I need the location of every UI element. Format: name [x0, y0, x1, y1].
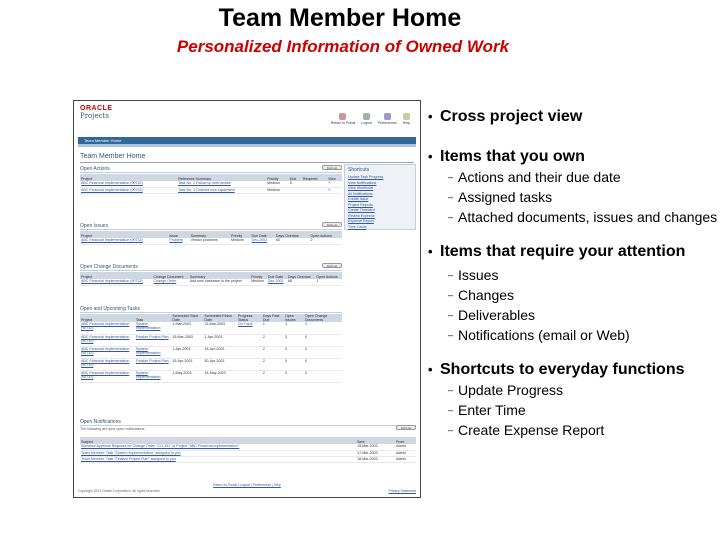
table-row: ABC Financial Implementation (90732) Finalize Project Plan 15-Mar-2003 1-Apr-2003 2 3 0	[80, 334, 342, 346]
section-title: Open Issues	[80, 223, 342, 230]
project-link[interactable]: ABC Financial Implementation (90732)	[80, 346, 135, 358]
bullet-item: • Cross project view	[428, 108, 583, 125]
global-buttons	[331, 113, 410, 125]
notification-link[interactable]: Workflow Approval Required for Change Order "CO-101" in Project "ABC Financial Implementation"	[80, 444, 356, 450]
project-link[interactable]: ABC Financial Implementation (90732)	[80, 279, 153, 285]
project-link[interactable]: ABC Financial Implementation (90732)	[80, 358, 135, 370]
table-row: Team Member: Task "Finalize Project Plan" assigned to you 18-Mar-2003 Admin	[80, 456, 416, 462]
sub-bullet-item: – Update Progress	[448, 382, 564, 398]
task-link[interactable]: System Implementation	[135, 346, 171, 358]
shortcut-link[interactable]: Project Reports	[348, 202, 373, 207]
action-link[interactable]: Task No. 2 Follow up with vendor	[177, 181, 266, 187]
bullet-list	[428, 106, 720, 440]
table-row: ABC Financial Implementation (90732) Task No. 2 Ordered new equipment Medium ✎	[80, 187, 342, 193]
notification-link[interactable]: Team Member: Task "Finalize Project Plan" assigned to you	[80, 456, 356, 462]
sub-bullet-item: – Issues	[448, 267, 499, 283]
open-tasks-section	[80, 306, 342, 383]
divider	[80, 162, 414, 163]
sub-bullet-item: – Attached documents, issues and changes	[448, 209, 718, 225]
table-row: ABC Financial Implementation (90732) Problem Vendor problems Medium Dec-2002 60 2	[80, 238, 342, 244]
task-link[interactable]: System Implementation	[135, 370, 171, 382]
open-issues-section	[80, 223, 342, 245]
shortcut-link[interactable]: View Workflows	[348, 186, 374, 190]
section-title: Open and Upcoming Tasks	[80, 306, 342, 313]
task-link[interactable]: Finalize Project Plan	[135, 358, 171, 370]
bullet-item: • Shortcuts to everyday functions	[428, 361, 685, 378]
shortcut-link[interactable]: All Notifications	[348, 191, 373, 196]
project-link[interactable]: ABC Financial Implementation (90732)	[80, 238, 168, 244]
page-title: Team Member Home	[80, 153, 146, 160]
shortcut-link[interactable]: Update Task Progress	[348, 175, 384, 179]
sub-navigation-bar	[78, 144, 416, 147]
section-title: Open Actions	[80, 166, 342, 173]
sub-bullet-item: – Enter Time	[448, 402, 526, 418]
table-row: Workflow Approval Required for Change Order "CO-101" in Project "ABC Financial Implementation" 15-Mar-2003 Admin	[80, 444, 416, 450]
project-link[interactable]: ABC Financial Implementation (90732)	[80, 334, 135, 346]
project-link[interactable]: ABC Financial Implementation (90732)	[80, 370, 135, 382]
table-row: ABC Financial Implementation (90732) System Implementation 1-Mar-2003 15-Mar-2003 On Track 1 1 1	[80, 322, 342, 334]
change-documents-table: Project Change Document Summary Priority Due Date Days Overdue Open Actions ABC Financial Implementation (90732) Change Order Add new hardware to the project Medium Dec-2002 68 1	[80, 272, 342, 286]
full-list-button[interactable]: Full List	[396, 425, 416, 430]
footer-links[interactable]: Return to Portal | Logout | Preferences | Help	[213, 483, 281, 487]
table-row: Team Member: Task "System Implementation" assigned to you 17-Mar-2003 Admin	[80, 450, 416, 456]
tasks-table: Project Task Scheduled Start Date Scheduled Finish Date Progress Status Days Past Due Open Issues Open Change Documents ABC Financial Implementation (90732) System Implementation 1-Mar-2003 15-Mar-2003 On Track 1 1 1 ABC Financial Implementation (90732) Finalize Project Plan 15-Mar-2003 1-Apr-2003 2 3 0 ABC Financial Implementation (90732) System Implementation 1-Apr-2003 15-Apr-2003 2 0 0 ABC Financial Implementation (90732) Finalize Project Plan 15-Apr-2003 30-Apr-2003 2 0 0 ABC Financial Implementation (90732) System Implementation 1-May-2003 15-May-2003 2 0 0	[80, 314, 342, 383]
slide-subtitle: Personalized Information of Owned Work	[176, 37, 510, 56]
full-list-button[interactable]: Full List	[322, 165, 342, 170]
project-link[interactable]: ABC Financial Implementation (90732)	[80, 181, 177, 187]
shortcuts-title: Shortcuts	[348, 167, 370, 173]
sub-bullet-item: – Assigned tasks	[448, 189, 553, 205]
help-icon	[403, 113, 410, 120]
tab-team-member-home[interactable]: Team Member Home	[78, 137, 416, 144]
sub-bullet-item: – Notifications (email or Web)	[448, 327, 630, 343]
open-notifications-section	[80, 419, 416, 463]
shortcuts-panel	[344, 164, 416, 230]
shortcut-link[interactable]: Expense Report	[348, 219, 374, 223]
sub-bullet-item: – Deliverables	[448, 307, 536, 323]
footer	[78, 483, 416, 493]
table-row: ABC Financial Implementation (90732) Finalize Project Plan 15-Apr-2003 30-Apr-2003 2 0 0	[80, 358, 342, 370]
full-list-button[interactable]: Full List	[322, 263, 342, 268]
sub-bullet-item: – Create Expense Report	[448, 422, 605, 438]
issues-table: Project Issue Summary Priority Due Date Days Overdue Open Actions ABC Financial Implementation (90732) Problem Vendor problems Medium Dec-2002 60 2	[80, 231, 342, 245]
oracle-projects-logo: ORACLE Projects	[80, 105, 113, 120]
shortcut-link[interactable]: Create Timecard	[348, 208, 375, 212]
preferences-button[interactable]: Preferences	[378, 113, 397, 125]
sub-bullet-item: – Changes	[448, 287, 515, 303]
actions-table: Project Reference Summary Priority Due Required View ABC Financial Implementation (90732) Task No. 2 Follow up with vendor Medium 5 ✎ ABC Financial Implementation (90732) Task No. 2 Ordered new equipment Medium ✎	[80, 174, 342, 194]
shortcut-link[interactable]: Review Expense	[348, 213, 375, 218]
table-row: ABC Financial Implementation (90732) System Implementation 1-Apr-2003 15-Apr-2003 2 0 0	[80, 346, 342, 358]
preferences-icon	[384, 113, 391, 120]
logout-icon	[363, 113, 370, 120]
privacy-link[interactable]: Privacy Statement	[388, 489, 416, 493]
issue-link[interactable]: Problem	[168, 238, 189, 244]
project-link[interactable]: ABC Financial Implementation (90732)	[80, 187, 177, 193]
shortcut-link[interactable]: View Notifications	[348, 180, 377, 185]
notification-link[interactable]: Team Member: Task "System Implementation" assigned to you	[80, 450, 356, 456]
full-list-button[interactable]: Full List	[322, 222, 342, 227]
bullet-item: • Items that you own	[428, 148, 585, 165]
notifications-table: Subject Sent From Workflow Approval Required for Change Order "CO-101" in Project "ABC Financial Implementation" 15-Mar-2003 Admin Team Member: Task "System Implementation" assigned to you 17-Mar-2003 Admin Team Member: Task "Finalize Project Plan" assigned to you 18-Mar-2003 Admin	[80, 437, 416, 463]
table-row: ABC Financial Implementation (90732) Change Order Add new hardware to the project Medium Dec-2002 68 1	[80, 279, 342, 285]
section-subtitle: The following are your open notifications:	[80, 427, 146, 431]
action-link[interactable]: Task No. 2 Ordered new equipment	[177, 187, 266, 193]
task-link[interactable]: Finalize Project Plan	[135, 334, 171, 346]
shortcut-link[interactable]: Create Issue	[348, 197, 369, 201]
open-actions-section	[80, 166, 342, 194]
table-row: ABC Financial Implementation (90732) Task No. 2 Follow up with vendor Medium 5 ✎	[80, 181, 342, 187]
copyright: Copyright 2003 Oracle Corporation. All rights reserved. Privacy Statement	[78, 489, 416, 493]
help-button[interactable]: Help	[403, 113, 410, 125]
section-title: Open Notifications	[80, 419, 416, 426]
portal-icon	[339, 113, 346, 120]
task-link[interactable]: System Implementation	[135, 322, 171, 334]
open-change-documents-section	[80, 264, 342, 286]
app-screenshot	[73, 100, 421, 498]
pencil-icon[interactable]: ✎	[327, 181, 342, 187]
table-row: ABC Financial Implementation (90732) System Implementation 1-May-2003 15-May-2003 2 0 0	[80, 370, 342, 382]
sub-bullet-item: – Actions and their due date	[448, 169, 621, 185]
change-document-link[interactable]: Change Order	[153, 279, 189, 285]
shortcut-link[interactable]: Time Cards	[348, 224, 367, 229]
project-link[interactable]: ABC Financial Implementation (90732)	[80, 322, 135, 334]
section-title: Open Change Documents	[80, 264, 342, 271]
logout-button[interactable]: Logout	[361, 113, 372, 125]
return-portal-button[interactable]: Return to Portal	[331, 113, 356, 125]
bullet-item: • Items that require your attention	[428, 243, 686, 260]
pencil-icon[interactable]: ✎	[327, 187, 342, 193]
slide-title: Team Member Home	[218, 4, 462, 32]
